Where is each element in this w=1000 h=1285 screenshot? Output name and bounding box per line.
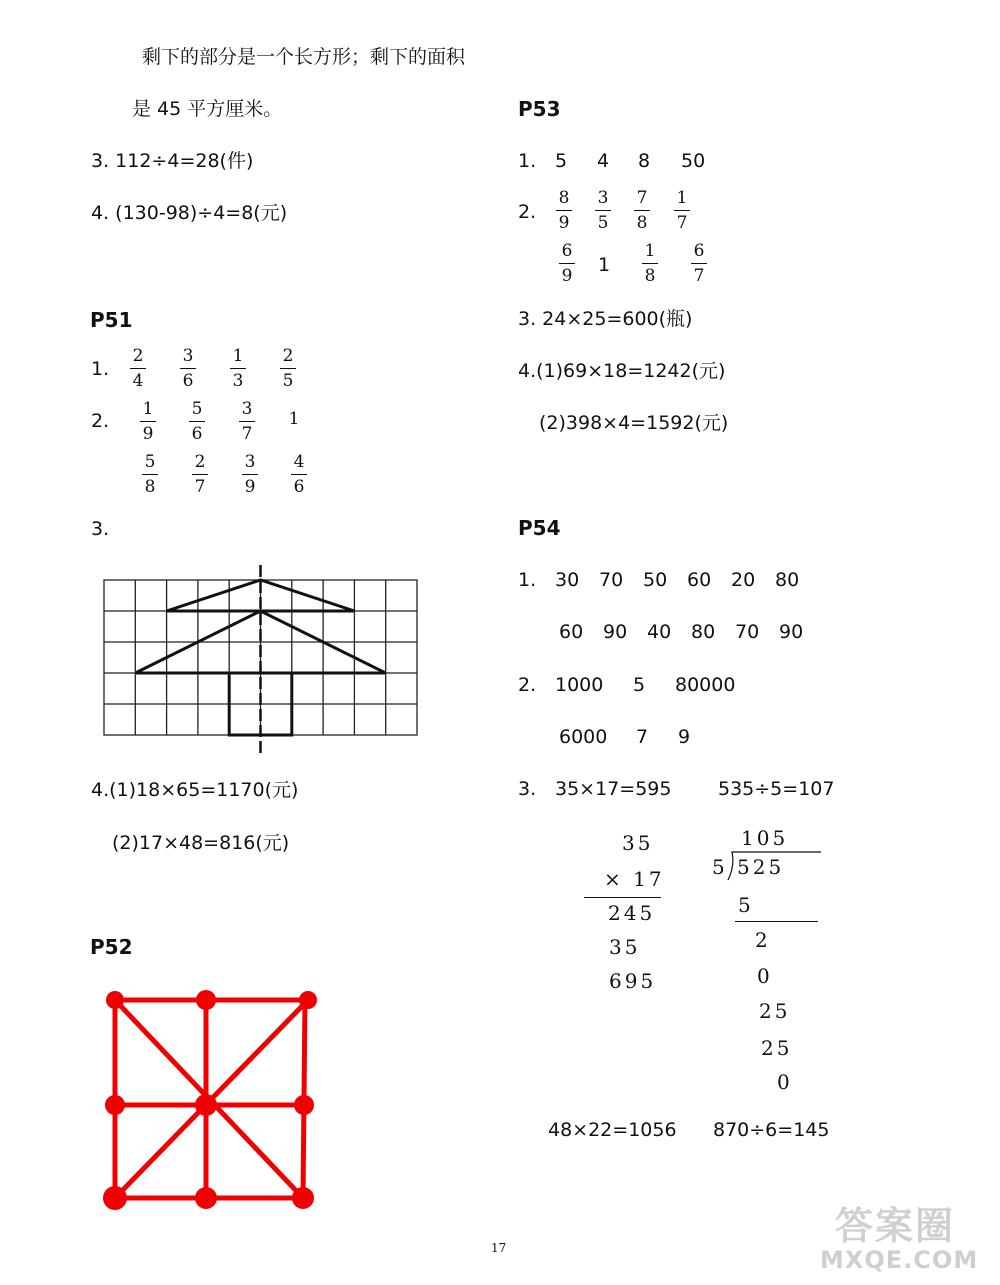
- answer-3: 3. 24×25=600(瓶): [518, 308, 693, 330]
- value: 4: [597, 150, 610, 172]
- equation: 48×22=1056: [548, 1119, 677, 1141]
- div-step: 25: [759, 999, 791, 1023]
- equation: 35×17=595: [555, 778, 672, 800]
- value: 90: [603, 621, 628, 643]
- page-number: 17: [491, 1241, 507, 1255]
- mult-partial: 35: [609, 935, 641, 959]
- fraction: 1 7: [672, 190, 692, 232]
- answer-3: 3. 112÷4=28(件): [91, 150, 254, 172]
- answer-4-1: 4.(1)69×18=1242(元): [518, 360, 726, 382]
- value: 50: [643, 569, 668, 591]
- value: 50: [681, 150, 706, 172]
- value: 1: [598, 254, 611, 276]
- value: 80000: [675, 674, 736, 696]
- div-step: 0: [777, 1070, 793, 1094]
- fraction: 8 9: [554, 190, 574, 232]
- answer-4-2: (2)17×48=816(元): [112, 832, 290, 854]
- value: 8: [638, 150, 651, 172]
- value: 40: [647, 621, 672, 643]
- equation: 870÷6=145: [713, 1119, 830, 1141]
- value: 80: [691, 621, 716, 643]
- value: 70: [735, 621, 760, 643]
- q1-label: 1.: [91, 358, 110, 380]
- q3-label: 3.: [91, 518, 110, 540]
- div-step: 25: [761, 1036, 793, 1060]
- value: 90: [779, 621, 804, 643]
- div-step: 5: [738, 893, 754, 917]
- value: 9: [678, 726, 691, 748]
- q3-label: 3.: [518, 778, 537, 800]
- value: 6000: [559, 726, 608, 748]
- q2-label: 2.: [518, 201, 537, 223]
- watermark-logo: 答案圈: [835, 1204, 956, 1248]
- value: 5: [555, 150, 568, 172]
- fraction: 1 8: [640, 243, 660, 285]
- red-dot-line-figure: [100, 988, 330, 1213]
- value: 30: [555, 569, 580, 591]
- section-heading-p52: P52: [90, 935, 133, 959]
- text-line: 剩下的部分是一个长方形；剩下的面积: [142, 46, 466, 68]
- q1-label: 1.: [518, 569, 537, 591]
- fraction: 3 6: [178, 348, 198, 390]
- value: 7: [636, 726, 649, 748]
- answer-4: 4. (130-98)÷4=8(元): [91, 202, 288, 224]
- div-dividend: 525: [737, 855, 785, 879]
- fraction: 3 5: [593, 190, 613, 232]
- fraction: 7 8: [632, 190, 652, 232]
- div-divisor: 5: [712, 855, 728, 879]
- q2-label: 2.: [518, 674, 537, 696]
- fraction: 6 9: [557, 243, 577, 285]
- fraction: 2 7: [190, 454, 210, 496]
- mult-multiplier: × 17: [604, 867, 665, 891]
- section-heading-p53: P53: [518, 97, 561, 121]
- fraction: 4 6: [289, 454, 309, 496]
- value: 60: [559, 621, 584, 643]
- fraction: 1: [288, 409, 300, 429]
- div-quotient: 105: [741, 826, 789, 850]
- q2-label: 2.: [91, 410, 110, 432]
- fraction: 1 9: [138, 401, 158, 443]
- value: 20: [731, 569, 756, 591]
- answer-4-1: 4.(1)18×65=1170(元): [91, 779, 299, 801]
- div-step: 0: [757, 964, 773, 988]
- fraction: 3 7: [237, 401, 257, 443]
- fraction: 5 6: [187, 401, 207, 443]
- mult-result: 695: [609, 969, 657, 993]
- div-step: 2: [755, 928, 771, 952]
- mult-multiplicand: 35: [622, 831, 654, 855]
- watermark-url: MXQE.COM: [820, 1246, 979, 1274]
- section-heading-p54: P54: [518, 516, 561, 540]
- value: 60: [687, 569, 712, 591]
- div-rule: [735, 921, 818, 922]
- fraction: 2 4: [128, 348, 148, 390]
- fraction: 6 7: [689, 243, 709, 285]
- value: 1000: [555, 674, 604, 696]
- value: 70: [599, 569, 624, 591]
- value: 5: [633, 674, 646, 696]
- fraction: 5 8: [140, 454, 160, 496]
- symmetry-grid-figure: [100, 565, 422, 755]
- mult-partial: 245: [608, 901, 656, 925]
- text-line: 是 45 平方厘米。: [132, 98, 283, 120]
- equation: 535÷5=107: [718, 778, 835, 800]
- answer-4-2: (2)398×4=1592(元): [539, 412, 729, 434]
- q1-label: 1.: [518, 150, 537, 172]
- section-heading-p51: P51: [90, 308, 133, 332]
- fraction: 3 9: [240, 454, 260, 496]
- fraction: 1 3: [228, 348, 248, 390]
- value: 80: [775, 569, 800, 591]
- mult-rule: [584, 897, 661, 898]
- fraction: 2 5: [278, 348, 298, 390]
